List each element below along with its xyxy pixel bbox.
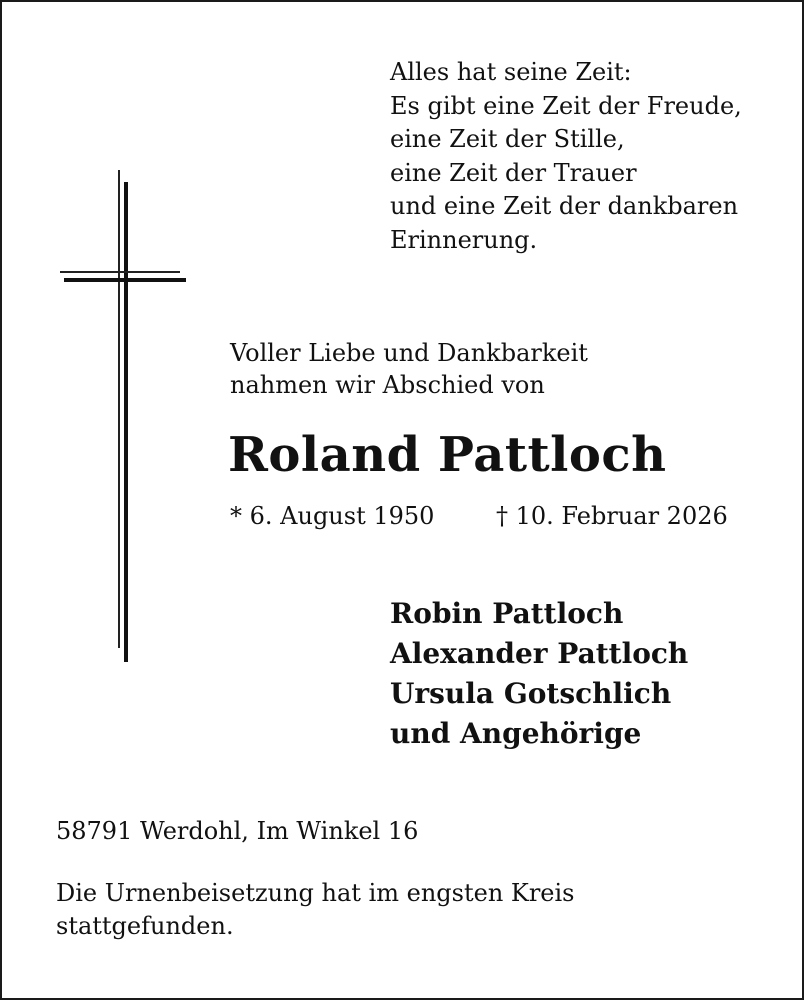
birth-date: * 6. August 1950 — [230, 502, 435, 530]
mourner-name: Ursula Gotschlich — [390, 677, 672, 710]
death-date: † 10. Februar 2026 — [496, 502, 728, 530]
mourners-list — [390, 594, 688, 754]
family-address: 58791 Werdohl, Im Winkel 16 — [56, 817, 419, 845]
mourner-name: und Angehörige — [390, 717, 642, 750]
intro-line: nahmen wir Abschied von — [230, 371, 545, 399]
intro-text — [230, 337, 588, 401]
mourner-name: Robin Pattloch — [390, 597, 624, 630]
verse-quote — [390, 56, 742, 257]
verse-line: Es gibt eine Zeit der Freude, — [390, 91, 742, 120]
verse-line: Erinnerung. — [390, 225, 538, 254]
mourner-name: Alexander Pattloch — [390, 637, 689, 670]
verse-line: eine Zeit der Stille, — [390, 125, 625, 153]
intro-line: Voller Liebe und Dankbarkeit — [230, 339, 588, 367]
notice-line: stattgefunden. — [56, 912, 234, 940]
verse-line: Alles hat seine Zeit: — [390, 58, 632, 86]
verse-line: eine Zeit der Trauer — [390, 158, 637, 187]
deceased-name: Roland Pattloch — [228, 427, 667, 483]
verse-line: und eine Zeit der dankbaren — [390, 192, 739, 220]
notice-line: Die Urnenbeisetzung hat im engsten Kreis — [56, 879, 575, 907]
burial-notice — [56, 877, 575, 943]
